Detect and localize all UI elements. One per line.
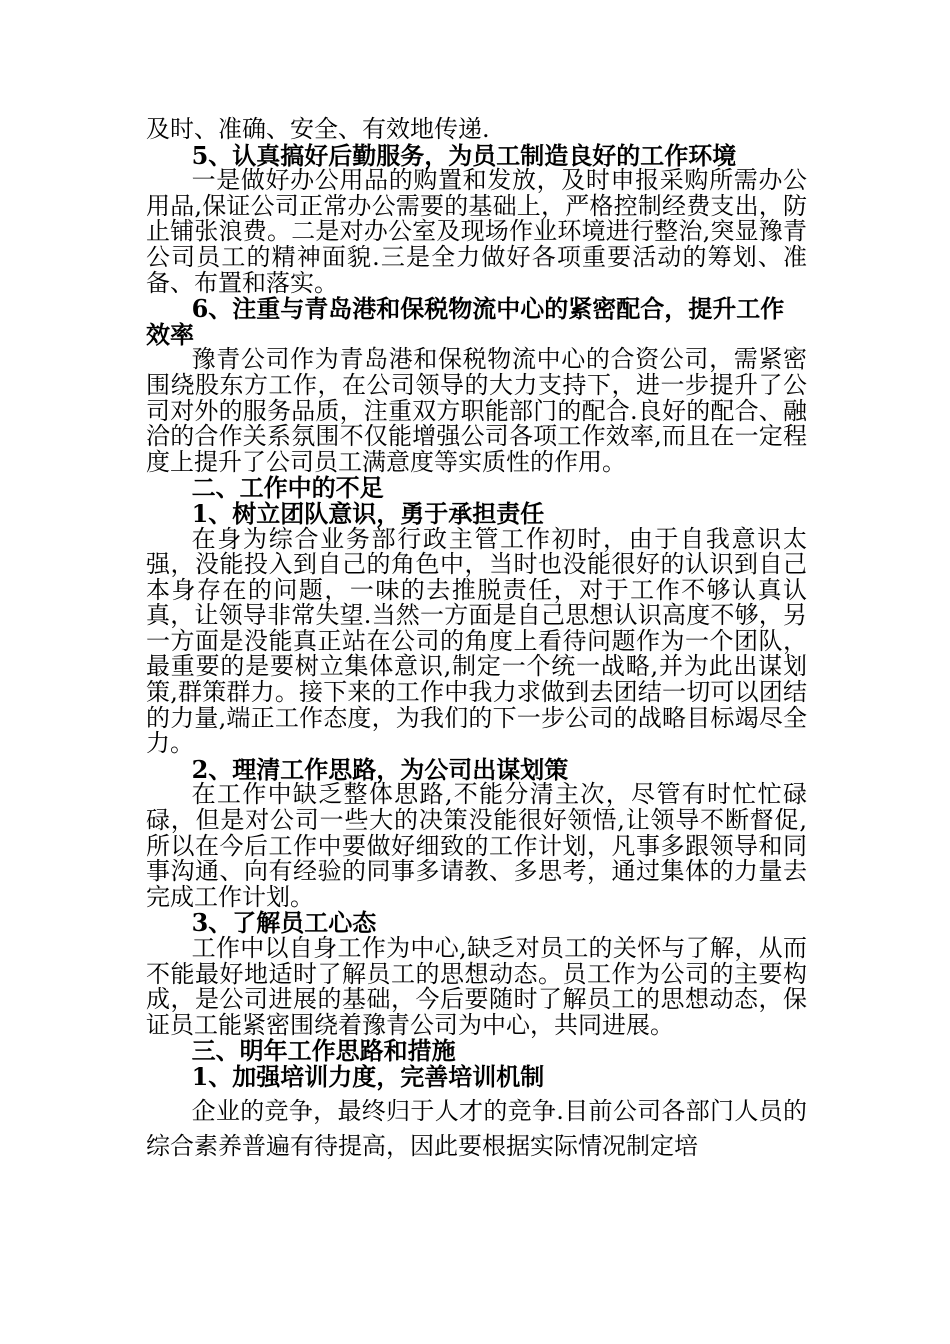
heading-3-1-training: 1、加强培训力度，完善培训机制 xyxy=(191,1061,545,1091)
document-body xyxy=(146,117,807,1164)
heading-2-3-employee-mindset: 3、了解员工心态 xyxy=(191,908,377,938)
section-3-next-year-plan: 三、明年工作思路和措施 xyxy=(191,1036,456,1066)
paragraph-work-ideas: 在工作中缺乏整体思路,不能分清主次，尽管有时忙忙碌碌，但是对公司一些大的决策没能很好领悟,让领导不断督促,所以在今后工作中要做好细致的工作计划，凡事多跟领导和同事沟通、向有经验的同事多请教、多思考，通过集体的力量去完成工作计划。 xyxy=(146,780,807,911)
section-2-shortcomings: 二、工作中的不足 xyxy=(191,473,384,503)
paragraph-team-awareness: 在身为综合业务部行政主管工作初时，由于自我意识太强，没能投入到自己的角色中，当时也没能很好的认识到自己本身存在的问题，一味的去推脱责任，对于工作不够认真认真，让领导非常失望.当然一方面是自己思想认识高度不够，另一方面是没能真正站在公司的角度上看待问题作为一个团队，最重要的是要树立集体意识,制定一个统一战略,并为此出谋划策,群策群力。接下来的工作中我力求做到去团结一切可以团结的力量,端正工作态度，为我们的下一步公司的战略目标竭尽全力。 xyxy=(146,524,807,758)
heading-6-cooperation: 6、注重与青岛港和保税物流中心的紧密配合，提升工作效率 xyxy=(146,294,785,349)
paragraph-continuation: 及时、准确、安全、有效地传递. xyxy=(146,115,490,143)
heading-2-2-work-ideas: 2、理清工作思路，为公司出谋划策 xyxy=(191,754,569,784)
heading-2-1-team-awareness: 1、树立团队意识，勇于承担责任 xyxy=(191,498,545,528)
paragraph-cooperation: 豫青公司作为青岛港和保税物流中心的合资公司，需紧密围绕股东方工作，在公司领导的大力支持下，进一步提升了公司对外的服务品质，注重双方职能部门的配合.良好的配合、融洽的合作关系氛围不仅能增强公司各项工作效率,而且在一定程度上提升了公司员工满意度等实质性的作用。 xyxy=(146,345,807,476)
heading-5-logistics-service: 5、认真搞好后勤服务，为员工制造良好的工作环境 xyxy=(191,140,737,170)
paragraph-logistics-service: 一是做好办公用品的购置和发放，及时申报采购所需办公用品,保证公司正常办公需要的基础上，严格控制经费支出，防止铺张浪费。二是对办公室及现场作业环境进行整治,突显豫青公司员工的精神面貌.三是全力做好各项重要活动的筹划、准备、布置和落实。 xyxy=(146,166,807,297)
paragraph-employee-mindset: 工作中以自身工作为中心,缺乏对员工的关怀与了解，从而不能最好地适时了解员工的思想动态。员工作为公司的主要构成，是公司进展的基础，今后要随时了解员工的思想动态，保证员工能紧密围绕着豫青公司为中心，共同进展。 xyxy=(146,934,807,1039)
paragraph-training: 企业的竞争，最终归于人才的竞争.目前公司各部门人员的综合素养普遍有待提高，因此要根据实际情况制定培 xyxy=(146,1096,807,1160)
